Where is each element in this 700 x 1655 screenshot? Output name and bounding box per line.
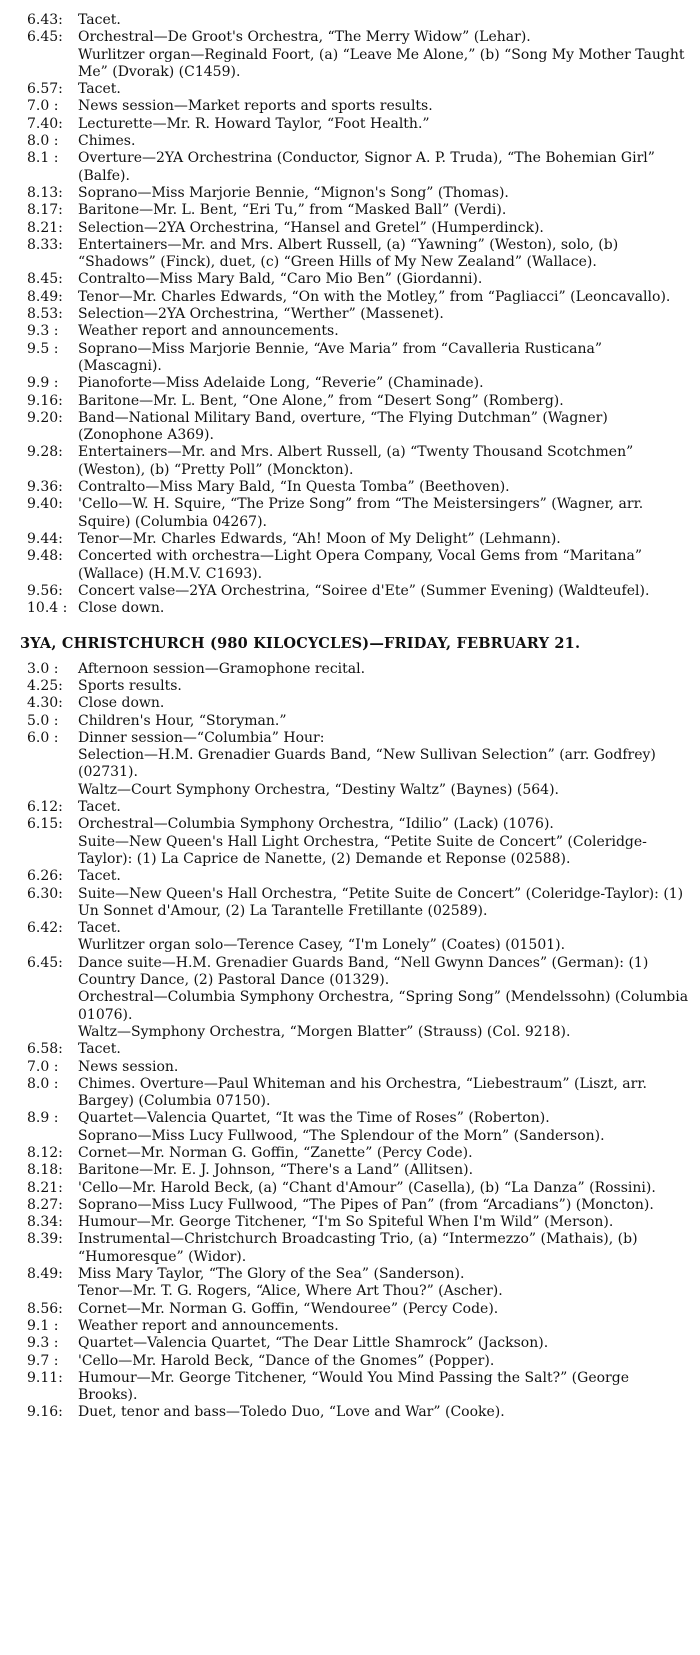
entry-subitem: Waltz—Court Symphony Orchestra, “Destiny Waltz” (Baynes) (564). xyxy=(78,781,559,798)
entry-text: Entertainers—Mr. and Mrs. Albert Russell, (a) “Yawning” (Weston), solo, (b) “Shadows” (Finck), duet, (c) “Green Hills of My New Zealand” (Wallace). xyxy=(78,236,619,271)
entry-text: Close down. xyxy=(78,600,165,617)
entry-text: Baritone—Mr. L. Bent, “Eri Tu,” from “Masked Ball” (Verdi). xyxy=(78,202,507,219)
entry-text: Entertainers—Mr. and Mrs. Albert Russell, (a) “Twenty Thousand Scotchmen” (Weston), (b) “Pretty Poll” (Monckton). xyxy=(78,444,634,478)
entry-text: Band—National Military Band, overture, “The Flying Dutchman” (Wagner) (Zonophone A369). xyxy=(78,409,608,444)
entry-time: 9.3 : xyxy=(27,1335,59,1352)
entry-text: Close down. xyxy=(78,695,165,712)
programme-entry xyxy=(0,393,700,410)
programme-entry xyxy=(0,1404,700,1421)
entry-time: 8.53: xyxy=(27,306,63,323)
entry-text: Chimes. xyxy=(78,133,136,150)
programme-entry xyxy=(0,306,700,323)
programme-entry xyxy=(0,868,700,885)
entry-subitem: Tenor—Mr. T. G. Rogers, “Alice, Where Art Thou?” (Ascher). xyxy=(78,1283,503,1300)
programme-entry xyxy=(0,133,700,150)
programme-entry xyxy=(0,1301,700,1318)
entry-time: 8.21: xyxy=(27,219,63,236)
entry-text: News session—Market reports and sports results. xyxy=(78,98,433,115)
entry-time: 6.0 : xyxy=(27,729,59,746)
entry-time: 8.1 : xyxy=(27,150,59,167)
entry-time: 6.43: xyxy=(27,12,63,28)
entry-time: 6.12: xyxy=(27,799,63,816)
programme-entry xyxy=(0,323,700,340)
entry-time: 8.34: xyxy=(27,1214,63,1231)
programme-entry xyxy=(0,799,700,816)
entry-time: 9.3 : xyxy=(27,323,59,340)
entry-text: Tacet. xyxy=(78,920,121,937)
programme-entry xyxy=(0,1180,700,1197)
entry-time: 9.48: xyxy=(27,548,63,565)
entry-time: 8.39: xyxy=(27,1231,63,1248)
programme-entry xyxy=(0,1197,700,1214)
entry-text: Tenor—Mr. Charles Edwards, “Ah! Moon of My Delight” (Lehmann). xyxy=(78,530,561,547)
entry-text: Weather report and announcements. xyxy=(78,1317,339,1334)
programme-entry xyxy=(0,1145,700,1162)
entry-text: Tacet. xyxy=(78,1041,121,1058)
entry-text: Tacet. xyxy=(78,868,121,885)
entry-text: Duet, tenor and bass—Toledo Duo, “Love and War” (Cooke). xyxy=(78,1404,505,1421)
entry-text: Contralto—Miss Mary Bald, “Caro Mio Ben” (Giordanni). xyxy=(78,271,483,288)
entry-text: Tacet. xyxy=(78,81,121,98)
entry-time: 9.5 : xyxy=(27,340,59,357)
programme-entry xyxy=(0,695,700,712)
programme-entry xyxy=(0,1353,700,1370)
entry-subitem: Suite—New Queen's Hall Light Orchestra, “Petite Suite de Concert” (Coleridge-Taylor): (1) La Caprice de Nanette, (2) Demande et Reponse (02588). xyxy=(78,833,647,867)
entry-time: 6.15: xyxy=(27,816,63,833)
programme-entry xyxy=(0,548,700,583)
entry-text: Selection—2YA Orchestrina, “Hansel and Gretel” (Humperdinck). xyxy=(78,219,544,236)
entry-text: Selection—2YA Orchestrina, “Werther” (Massenet). xyxy=(78,306,444,323)
programme-entry xyxy=(0,496,700,531)
entry-subitem: Selection—H.M. Grenadier Guards Band, “New Sullivan Selection” (arr. Godfrey) (02731). xyxy=(78,747,656,781)
programme-entry xyxy=(0,600,700,617)
entry-text: Humour—Mr. George Titchener, “Would You Mind Passing the Salt?” (George Brooks). xyxy=(78,1369,629,1404)
entry-text: Quartet—Valencia Quartet, “The Dear Little Shamrock” (Jackson). xyxy=(78,1335,549,1352)
entry-subitem: Waltz—Symphony Orchestra, “Morgen Blatter” (Strauss) (Col. 9218). xyxy=(78,1023,571,1040)
section-3ya-programme xyxy=(0,661,700,1422)
entry-time: 9.7 : xyxy=(27,1352,59,1369)
entry-subitem: Soprano—Miss Lucy Fullwood, “The Splendour of the Morn” (Sanderson). xyxy=(78,1127,605,1144)
programme-entry xyxy=(0,479,700,496)
entry-time: 9.9 : xyxy=(27,375,59,392)
entry-text: Concert valse—2YA Orchestrina, “Soiree d'Ete” (Summer Evening) (Waldteufel). xyxy=(78,582,650,599)
programme-entry xyxy=(0,81,700,98)
entry-subitem: Orchestral—Columbia Symphony Orchestra, “Spring Song” (Mendelssohn) (Columbia 01076). xyxy=(78,989,689,1023)
programme-entry xyxy=(0,98,700,115)
entry-text: Weather report and announcements. xyxy=(78,323,339,340)
programme-entry xyxy=(0,730,700,747)
programme-entry xyxy=(0,29,700,46)
entry-time: 9.20: xyxy=(27,409,63,426)
entry-time: 9.11: xyxy=(27,1369,63,1386)
programme-entry xyxy=(0,12,700,29)
programme-entry xyxy=(0,955,700,990)
entry-time: 6.45: xyxy=(27,954,63,971)
entry-time: 9.1 : xyxy=(27,1317,59,1334)
entry-time: 6.58: xyxy=(27,1041,63,1058)
programme-entry xyxy=(0,341,700,376)
entry-time: 4.30: xyxy=(27,695,63,712)
entry-text: Instrumental—Christchurch Broadcasting Trio, (a) “Intermezzo” (Mathais), (b) “Humoresque” (Widor). xyxy=(78,1231,638,1265)
entry-time: 3.0 : xyxy=(27,660,59,677)
programme-entry xyxy=(0,583,700,600)
entry-time: 8.33: xyxy=(27,236,63,253)
entry-text: Cornet—Mr. Norman G. Goffin, “Wendouree” (Percy Code). xyxy=(78,1300,499,1317)
entry-time: 10.4 : xyxy=(27,600,68,617)
entry-time: 9.56: xyxy=(27,582,63,599)
programme-entry xyxy=(0,920,700,937)
entry-text: Baritone—Mr. L. Bent, “One Alone,” from “Desert Song” (Romberg). xyxy=(78,392,564,409)
programme-entry xyxy=(0,1231,700,1266)
entry-time: 6.26: xyxy=(27,868,63,885)
entry-text: Soprano—Miss Marjorie Bennie, “Mignon's Song” (Thomas). xyxy=(78,184,509,201)
programme-entry xyxy=(0,1318,700,1335)
entry-time: 8.17: xyxy=(27,202,63,219)
programme-entry xyxy=(0,1214,700,1231)
programme-entry xyxy=(0,185,700,202)
programme-entry xyxy=(0,1110,700,1127)
entry-time: 7.0 : xyxy=(27,1058,59,1075)
entry-time: 8.56: xyxy=(27,1300,63,1317)
entry-text: Contralto—Miss Mary Bald, “In Questa Tomba” (Beethoven). xyxy=(78,479,510,496)
programme-entry xyxy=(0,237,700,272)
entry-text: Orchestral—De Groot's Orchestra, “The Merry Widow” (Lehar). xyxy=(78,29,531,46)
entry-text: 'Cello—Mr. Harold Beck, “Dance of the Gnomes” (Popper). xyxy=(78,1352,495,1369)
entry-time: 6.30: xyxy=(27,885,63,902)
entry-text: Afternoon session—Gramophone recital. xyxy=(78,660,366,677)
entry-time: 8.9 : xyxy=(27,1110,59,1127)
programme-entry xyxy=(0,150,700,185)
entry-text: Pianoforte—Miss Adelaide Long, “Reverie” (Chaminade). xyxy=(78,375,484,392)
entry-subitem: Wurlitzer organ—Reginald Foort, (a) “Leave Me Alone,” (b) “Song My Mother Taught Me” (Dvorak) (C1459). xyxy=(78,46,685,80)
programme-entry xyxy=(0,816,700,833)
entry-text: Orchestral—Columbia Symphony Orchestra, “Idilio” (Lack) (1076). xyxy=(78,816,554,833)
entry-text: Soprano—Miss Marjorie Bennie, “Ave Maria” from “Cavalleria Rusticana” (Mascagni). xyxy=(78,340,603,374)
entry-time: 8.27: xyxy=(27,1196,63,1213)
entry-time: 8.18: xyxy=(27,1162,63,1179)
entry-text: Lecturette—Mr. R. Howard Taylor, “Foot Health.” xyxy=(78,115,430,132)
entry-text: Children's Hour, “Storyman.” xyxy=(78,712,287,729)
programme-entry xyxy=(0,410,700,445)
programme-entry xyxy=(0,678,700,695)
entry-text: Baritone—Mr. E. J. Johnson, “There's a Land” (Allitsen). xyxy=(78,1162,474,1179)
programme-entry xyxy=(0,531,700,548)
entry-text: Sports results. xyxy=(78,677,182,694)
section-2ya-programme xyxy=(0,12,700,617)
entry-text: Quartet—Valencia Quartet, “It was the Time of Roses” (Roberton). xyxy=(78,1110,550,1127)
programme-entry xyxy=(0,1370,700,1405)
programme-entry xyxy=(0,1076,700,1111)
programme-entry xyxy=(0,886,700,921)
programme-entry xyxy=(0,661,700,678)
entry-time: 8.12: xyxy=(27,1145,63,1161)
entry-text: Humour—Mr. George Titchener, “I'm So Spiteful When I'm Wild” (Merson). xyxy=(78,1214,614,1231)
entry-time: 8.49: xyxy=(27,288,63,305)
programme-entry xyxy=(0,1041,700,1058)
entry-text: 'Cello—Mr. Harold Beck, (a) “Chant d'Amour” (Casella), (b) “La Danza” (Rossini). xyxy=(78,1179,656,1196)
entry-text: Tenor—Mr. Charles Edwards, “On with the Motley,” from “Pagliacci” (Leoncavallo). xyxy=(78,288,671,305)
programme-entry xyxy=(0,1059,700,1076)
entry-text: Tacet. xyxy=(78,12,121,28)
programme-entry xyxy=(0,713,700,730)
programme-entry xyxy=(0,202,700,219)
entry-time: 8.21: xyxy=(27,1179,63,1196)
programme-entry xyxy=(0,271,700,288)
entry-time: 7.40: xyxy=(27,115,63,132)
entry-text: 'Cello—W. H. Squire, “The Prize Song” from “The Meistersingers” (Wagner, arr. Squire) (Columbia 04267). xyxy=(78,496,644,530)
entry-time: 9.16: xyxy=(27,392,63,409)
entry-text: Dinner session—“Columbia” Hour: xyxy=(78,729,325,746)
entry-time: 9.36: xyxy=(27,479,63,496)
section-heading-3ya: 3YA, CHRISTCHURCH (980 KILOCYCLES)—FRIDAY, FEBRUARY 21. xyxy=(20,635,581,653)
entry-time: 4.25: xyxy=(27,677,63,694)
entry-text: Miss Mary Taylor, “The Glory of the Sea” (Sanderson). xyxy=(78,1266,465,1283)
programme-entry xyxy=(0,1162,700,1179)
entry-text: Overture—2YA Orchestrina (Conductor, Signor A. P. Truda), “The Bohemian Girl” (Balfe). xyxy=(78,150,655,184)
entry-text: Suite—New Queen's Hall Orchestra, “Petite Suite de Concert” (Coleridge-Taylor): (1) Un Sonnet d'Amour, (2) La Tarantelle Fretillante (02589). xyxy=(78,885,684,919)
entry-text: Tacet. xyxy=(78,799,121,816)
programme-entry xyxy=(0,116,700,133)
entry-time: 6.45: xyxy=(27,29,63,46)
entry-time: 6.42: xyxy=(27,920,63,937)
entry-text: Chimes. Overture—Paul Whiteman and his Orchestra, “Liebestraum” (Liszt, arr. Bargey) (Columbia 07150). xyxy=(78,1075,647,1110)
programme-entry xyxy=(0,220,700,237)
entry-subitem: Wurlitzer organ solo—Terence Casey, “I'm Lonely” (Coates) (01501). xyxy=(78,937,566,954)
entry-text: Dance suite—H.M. Grenadier Guards Band, “Nell Gwynn Dances” (German): (1) Country Dance, (2) Pastoral Dance (01329). xyxy=(78,954,649,989)
programme-entry xyxy=(0,1335,700,1352)
entry-time: 9.40: xyxy=(27,496,63,513)
entry-time: 9.44: xyxy=(27,530,63,547)
entry-text: Concerted with orchestra—Light Opera Company, Vocal Gems from “Maritana” (Wallace) (H.M.V. C1693). xyxy=(78,548,642,582)
entry-time: 9.16: xyxy=(27,1404,63,1421)
programme-entry xyxy=(0,375,700,392)
entry-time: 8.0 : xyxy=(27,133,59,150)
entry-text: News session. xyxy=(78,1058,179,1075)
entry-time: 9.28: xyxy=(27,444,63,461)
entry-time: 7.0 : xyxy=(27,98,59,115)
programme-entry xyxy=(0,289,700,306)
programme-entry xyxy=(0,444,700,479)
entry-text: Cornet—Mr. Norman G. Goffin, “Zanette” (Percy Code). xyxy=(78,1145,473,1161)
entry-time: 8.0 : xyxy=(27,1075,59,1092)
programme-entry xyxy=(0,1266,700,1283)
entry-time: 5.0 : xyxy=(27,712,59,729)
entry-time: 8.45: xyxy=(27,271,63,288)
entry-time: 8.49: xyxy=(27,1266,63,1283)
entry-text: Soprano—Miss Lucy Fullwood, “The Pipes of Pan” (from “Arcadians”) (Moncton). xyxy=(78,1196,654,1213)
entry-time: 8.13: xyxy=(27,184,63,201)
entry-time: 6.57: xyxy=(27,81,63,98)
